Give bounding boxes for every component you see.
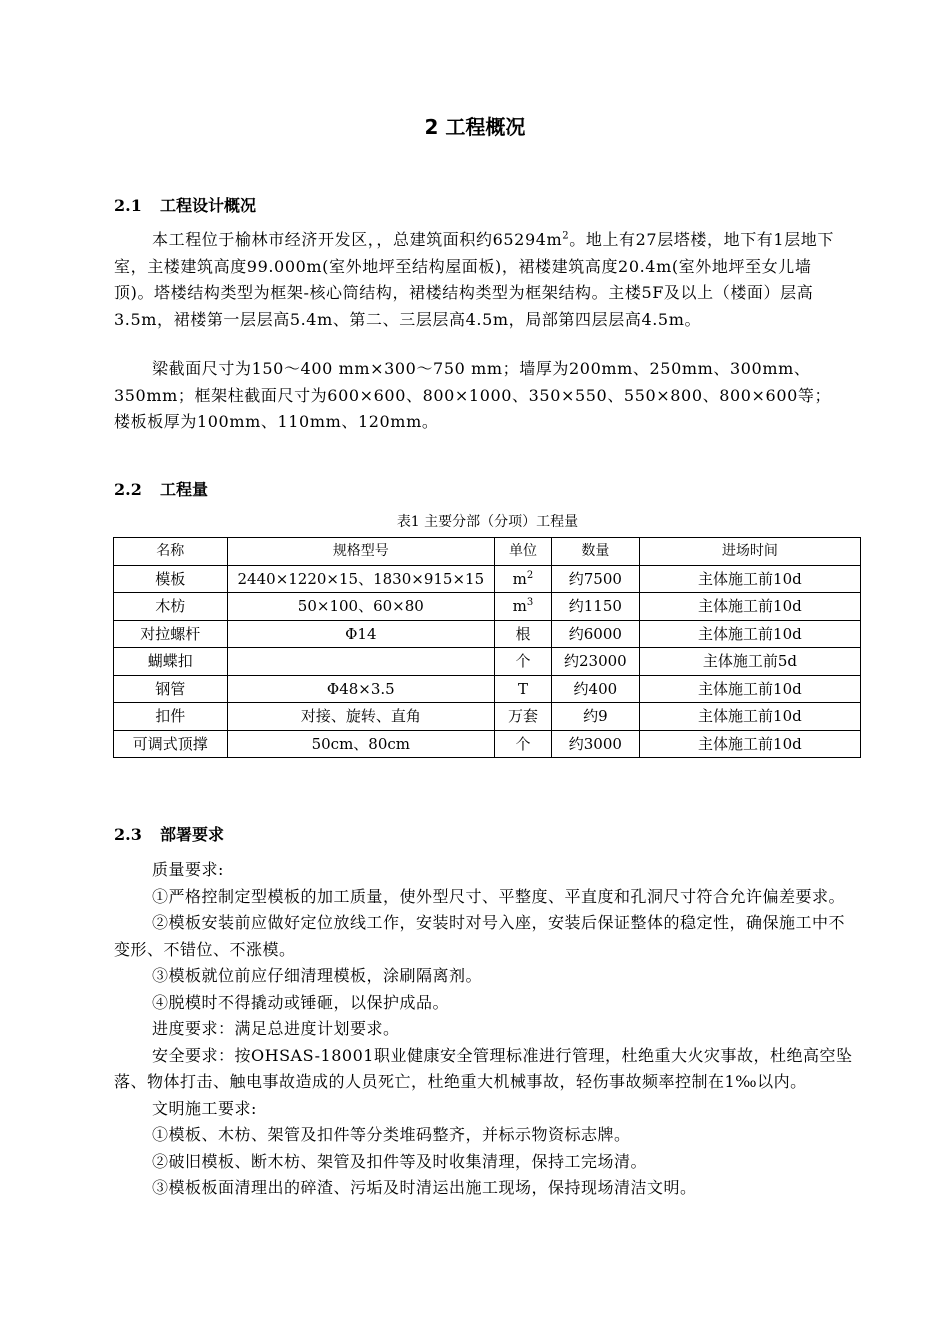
cell-unit	[495, 675, 552, 703]
cell-spec	[227, 703, 494, 731]
cell-unit-text: m	[512, 569, 527, 588]
cell-name-text: 对拉螺杆	[140, 624, 201, 643]
cell-unit-text: T	[517, 679, 528, 698]
cell-unit	[495, 593, 552, 621]
cell-quantity	[551, 593, 639, 621]
chapter-title: 2 工程概况	[424, 115, 526, 139]
cell-quantity-text: 约9	[583, 707, 608, 725]
cell-name-text: 模板	[155, 569, 186, 588]
cell-name-text: 钢管	[155, 679, 186, 698]
cell-spec-text: 50cm、80cm	[311, 734, 411, 753]
cell-entry-time-text: 主体施工前10d	[698, 624, 802, 643]
section-number: 2.1	[114, 196, 142, 215]
requirement-line: ④脱模时不得撬动或锤砸，以保护成品。	[152, 992, 450, 1012]
requirement-line: 安全要求：按OHSAS-18001职业健康安全管理标准进行管理，杜绝重大火灾事故，杜绝高空坠落、物体打击、触电事故造成的人员死亡，杜绝重大机械事故，轻伤事故频率控制在1‰以内。	[114, 1045, 853, 1091]
section-title: 工程设计概况	[160, 196, 257, 215]
header-cell: 数量	[551, 538, 639, 566]
section-number: 2.3	[114, 825, 142, 844]
cell-entry-time	[639, 703, 860, 731]
cell-entry-time-text: 主体施工前10d	[698, 707, 802, 725]
cell-name	[114, 593, 228, 621]
cell-name	[114, 730, 228, 758]
table-row	[114, 648, 861, 676]
design-paragraph-2: 梁截面尺寸为150～400 mm×300～750 mm；墙厚为200mm、250mm、300mm、350mm；框架柱截面尺寸为600×600、800×1000、350×550、550×800、800×600等；楼板板厚为100mm、110mm、120mm。	[114, 359, 832, 431]
cell-entry-time-text: 主体施工前10d	[698, 597, 802, 615]
superscript: 2	[562, 230, 570, 242]
cell-entry-time	[639, 620, 860, 648]
header-cell: 单位	[495, 538, 552, 566]
table-row	[114, 703, 861, 731]
section-heading-2-3	[114, 823, 224, 847]
cell-name	[114, 675, 228, 703]
cell-name	[114, 648, 228, 676]
cell-name-text: 可调式顶撑	[132, 734, 208, 753]
requirement-line: 文明施工要求:	[152, 1098, 257, 1118]
section-heading-2-2	[114, 478, 208, 502]
cell-unit-text: 个	[515, 734, 531, 753]
cell-name-text: 蝴蝶扣	[147, 652, 193, 670]
cell-unit-text: 个	[515, 652, 531, 670]
cell-spec-text: 2440×1220×15、1830×915×15	[237, 569, 485, 588]
requirement-line: ②模板安装前应做好定位放线工作，安装时对号入座，安装后保证整体的稳定性，确保施工中不变形、不错位、不涨模。	[114, 913, 846, 959]
section-title: 工程量	[160, 480, 209, 499]
table-row	[114, 730, 861, 758]
cell-spec	[227, 593, 494, 621]
table-row	[114, 565, 861, 593]
cell-name	[114, 703, 228, 731]
cell-entry-time-text: 主体施工前10d	[698, 569, 802, 588]
unit-superscript: 2	[526, 569, 534, 581]
requirement-line: ③模板就位前应仔细清理模板，涂刷隔离剂。	[152, 966, 483, 985]
header-cell: 进场时间	[639, 538, 860, 566]
cell-spec	[227, 565, 494, 593]
cell-unit	[495, 730, 552, 758]
cell-spec-text: Φ48×3.5	[326, 679, 395, 698]
header-cell: 规格型号	[227, 538, 494, 566]
cell-spec-text: Φ14	[345, 624, 377, 643]
table-caption: 表1 主要分部（分项）工程量	[396, 514, 579, 530]
cell-unit-text: 根	[515, 624, 531, 643]
cell-entry-time	[639, 675, 860, 703]
requirement-line: ③模板板面清理出的碎渣、污垢及时清运出施工现场，保持现场清洁文明。	[152, 1178, 697, 1197]
table-row	[114, 675, 861, 703]
cell-name-text: 木枋	[155, 597, 186, 615]
cell-quantity-text: 约1150	[568, 597, 622, 615]
cell-quantity-text: 约3000	[568, 734, 622, 753]
cell-quantity	[551, 565, 639, 593]
cell-spec-text: 对接、旋转、直角	[300, 707, 421, 725]
section-heading-2-1	[114, 194, 256, 218]
cell-unit	[495, 565, 552, 593]
cell-entry-time	[639, 730, 860, 758]
cell-entry-time	[639, 593, 860, 621]
cell-quantity	[551, 620, 639, 648]
cell-spec	[227, 620, 494, 648]
requirement-line: ②破旧模板、断木枋、架管及扣件等及时收集清理，保持工完场清。	[152, 1151, 648, 1171]
table-row	[114, 593, 861, 621]
requirement-line: ①模板、木枋、架管及扣件等分类堆码整齐，并标示物资标志牌。	[152, 1125, 631, 1144]
cell-unit-text: 万套	[507, 707, 538, 725]
cell-unit-text: m	[512, 597, 527, 615]
cell-entry-time-text: 主体施工前5d	[702, 652, 797, 670]
requirement-line: 进度要求：满足总进度计划要求。	[152, 1019, 400, 1038]
cell-quantity	[551, 648, 639, 676]
cell-entry-time	[639, 648, 860, 676]
cell-spec	[227, 730, 494, 758]
cell-spec	[227, 648, 494, 676]
design-paragraph-1	[114, 227, 846, 333]
unit-superscript: 3	[526, 597, 534, 608]
requirement-line: ①严格控制定型模板的加工质量，使外型尺寸、平整度、平直度和孔洞尺寸符合允许偏差要求。	[152, 886, 846, 906]
cell-spec-text: 50×100、60×80	[297, 597, 424, 615]
cell-unit	[495, 620, 552, 648]
cell-name	[114, 620, 228, 648]
cell-name-text: 扣件	[155, 707, 186, 725]
cell-quantity	[551, 703, 639, 731]
requirements-list	[114, 857, 854, 1202]
cell-name	[114, 565, 228, 593]
table-row	[114, 620, 861, 648]
cell-quantity-text: 约23000	[563, 652, 627, 670]
cell-entry-time-text: 主体施工前10d	[698, 734, 802, 753]
cell-unit	[495, 648, 552, 676]
cell-quantity-text: 约6000	[568, 624, 622, 643]
quantity-table	[113, 537, 861, 758]
cell-unit	[495, 703, 552, 731]
cell-entry-time	[639, 565, 860, 593]
section-number: 2.2	[114, 480, 142, 499]
requirement-line: 质量要求:	[152, 860, 224, 879]
cell-entry-time-text: 主体施工前10d	[698, 679, 802, 698]
cell-quantity	[551, 730, 639, 758]
design-text-a: 本工程位于榆林市经济开发区，，总建筑面积约65294m	[152, 230, 563, 249]
header-cell: 名称	[114, 538, 228, 566]
cell-quantity-text: 约7500	[568, 569, 622, 588]
cell-quantity-text: 约400	[573, 679, 618, 698]
section-title: 部署要求	[160, 825, 225, 844]
cell-spec	[227, 675, 494, 703]
table-header-row	[114, 538, 861, 566]
cell-quantity	[551, 675, 639, 703]
design-text-b: 。地上有27层塔楼，地下有1层地下室，主楼建筑高度99.000m(室外地坪至结构屋面板)，裙楼建筑高度20.4m(室外地坪至女儿墙顶)。塔楼结构类型为框架-核心筒结构，裙楼结构类型为框架结构。主楼5F及以上（楼面）层高3.5m，裙楼第一层层高5.4m、第二、三层层高4.5m，局部第四层层高4.5m。	[114, 230, 834, 329]
